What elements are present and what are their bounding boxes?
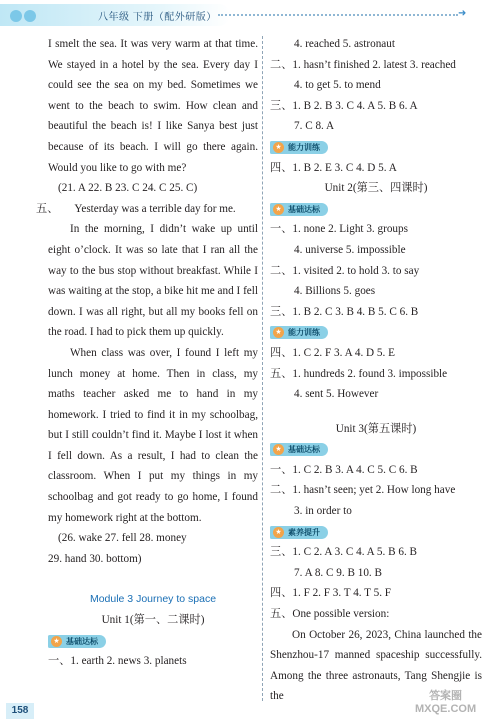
answer-line: 二、1. visited 2. to hold 3. to say [270, 264, 420, 277]
answer-line: 二、1. hasn’t seen; yet 2. How long have [270, 484, 456, 497]
unit-title: Unit 2(第三、四课时) [324, 182, 428, 195]
answer-line: 4. universe 5. impossible [294, 243, 406, 256]
model-essay-paragraph: On October 26, 2023, China launched the Shenzhou-17 manned spaceship successfully. Among the three astronauts, Tang Shengjie is the [270, 628, 482, 703]
answer-line: (21. A 22. B 23. C 24. C 25. C) [58, 182, 198, 195]
badge-label: 能力训练 [288, 328, 320, 338]
answer-line: 4. to get 5. to mend [294, 79, 381, 92]
star-icon: ★ [273, 444, 284, 455]
left-column [36, 34, 258, 672]
spacer [48, 569, 258, 589]
answer-line: 五、One possible version: [270, 608, 390, 621]
section-badge [270, 443, 328, 456]
answer-line: 二、1. hasn’t finished 2. latest 3. reached [270, 58, 456, 71]
answer-line: 29. hand 30. bottom) [48, 552, 142, 565]
star-icon: ★ [273, 204, 284, 215]
answer-line: 7. C 8. A [294, 120, 335, 133]
answer-line: 3. in order to [294, 505, 352, 518]
section-badge [48, 635, 106, 648]
watermark-line: MXQE.COM [415, 703, 477, 715]
passage-paragraph: In the morning, I didn’t wake up until eight o’clock. It was so late that I ran all the way to the bus stop without breakfast. While I was waiting at the stop, a bike hit me and I fell down. I was all right, but all my books fell on the road. I had to pick them up quickly. [48, 223, 258, 339]
page-header [0, 0, 500, 30]
watermark [415, 690, 476, 716]
answer-line: 四、1. B 2. E 3. C 4. D 5. A [270, 161, 397, 174]
page-number: 158 [6, 703, 34, 719]
answer-line: 三、1. B 2. B 3. C 4. A 5. B 6. A [270, 99, 418, 112]
answer-line: 四、1. F 2. F 3. T 4. T 5. F [270, 587, 392, 600]
star-icon: ★ [273, 527, 284, 538]
passage-paragraph: When class was over, I found I left my lunch money at home. Then in class, my maths teacher asked me to hand in my homework. I tried to find it in my schoolbag, but I still couldn’t find it. Maybe I lost it when I fell down. As a result, I had to clean the classroom. When I put my things in my schoolbag and got ready to go home, I found my homework right at the bottom. [48, 346, 258, 524]
badge-label: 素养提升 [288, 527, 320, 537]
star-icon: ★ [273, 327, 284, 338]
section-badge [270, 526, 328, 539]
answer-line: 一、1. earth 2. news 3. planets [48, 655, 187, 668]
star-icon: ★ [273, 142, 284, 153]
badge-label: 基础达标 [288, 445, 320, 455]
module-title: Module 3 Journey to space [89, 593, 217, 606]
section-badge [270, 141, 328, 154]
section-badge [270, 326, 328, 339]
unit-title: Unit 3(第五课时) [335, 422, 417, 435]
section-five-intro [36, 199, 258, 220]
answer-line: 四、1. C 2. F 3. A 4. D 5. E [270, 346, 395, 359]
star-icon: ★ [51, 636, 62, 647]
answer-line: 4. sent 5. However [294, 388, 379, 401]
answer-line: 五、1. hundreds 2. found 3. impossible [270, 367, 448, 380]
answer-line: 7. A 8. C 9. B 10. B [294, 566, 382, 579]
answer-line: 一、1. none 2. Light 3. groups [270, 223, 408, 236]
answer-line: 三、1. B 2. C 3. B 4. B 5. C 6. B [270, 305, 419, 318]
spacer [270, 405, 482, 419]
header-title: 八年级 下册（配外研版） [98, 12, 217, 23]
answer-line: 三、1. C 2. A 3. C 4. A 5. B 6. B [270, 546, 418, 559]
header-dots-icon [10, 9, 38, 27]
answer-line: 一、1. C 2. B 3. A 4. C 5. C 6. B [270, 463, 418, 476]
badge-label: 能力训练 [288, 142, 320, 152]
passage-paragraph: I smelt the sea. It was very warm at that time. We stayed in a hotel by the sea. Every day I could see the sea on my bed. Sometimes we went to the beach to swim. How clean and beautiful the beach is! I like Sanya best just because of its beach. I will go there again. Would you like to go with me? [48, 38, 258, 174]
column-divider [262, 36, 263, 701]
arrow-icon: ➜ [458, 8, 467, 19]
header-dotted-rule [218, 14, 458, 16]
badge-label: 基础达标 [66, 636, 98, 646]
unit-title: Unit 1(第一、二课时) [101, 614, 205, 627]
section-badge [270, 203, 328, 216]
answer-line: (26. wake 27. fell 28. money [58, 532, 187, 545]
section-label: 五、 [36, 202, 59, 215]
badge-label: 基础达标 [288, 204, 320, 214]
answer-line: 4. reached 5. astronaut [294, 38, 395, 50]
watermark-line: 答案圈 [429, 690, 463, 702]
answer-line: 4. Billions 5. goes [294, 285, 376, 298]
right-column [270, 34, 482, 707]
paragraph-first-line: Yesterday was a terrible day for me. [74, 202, 236, 215]
